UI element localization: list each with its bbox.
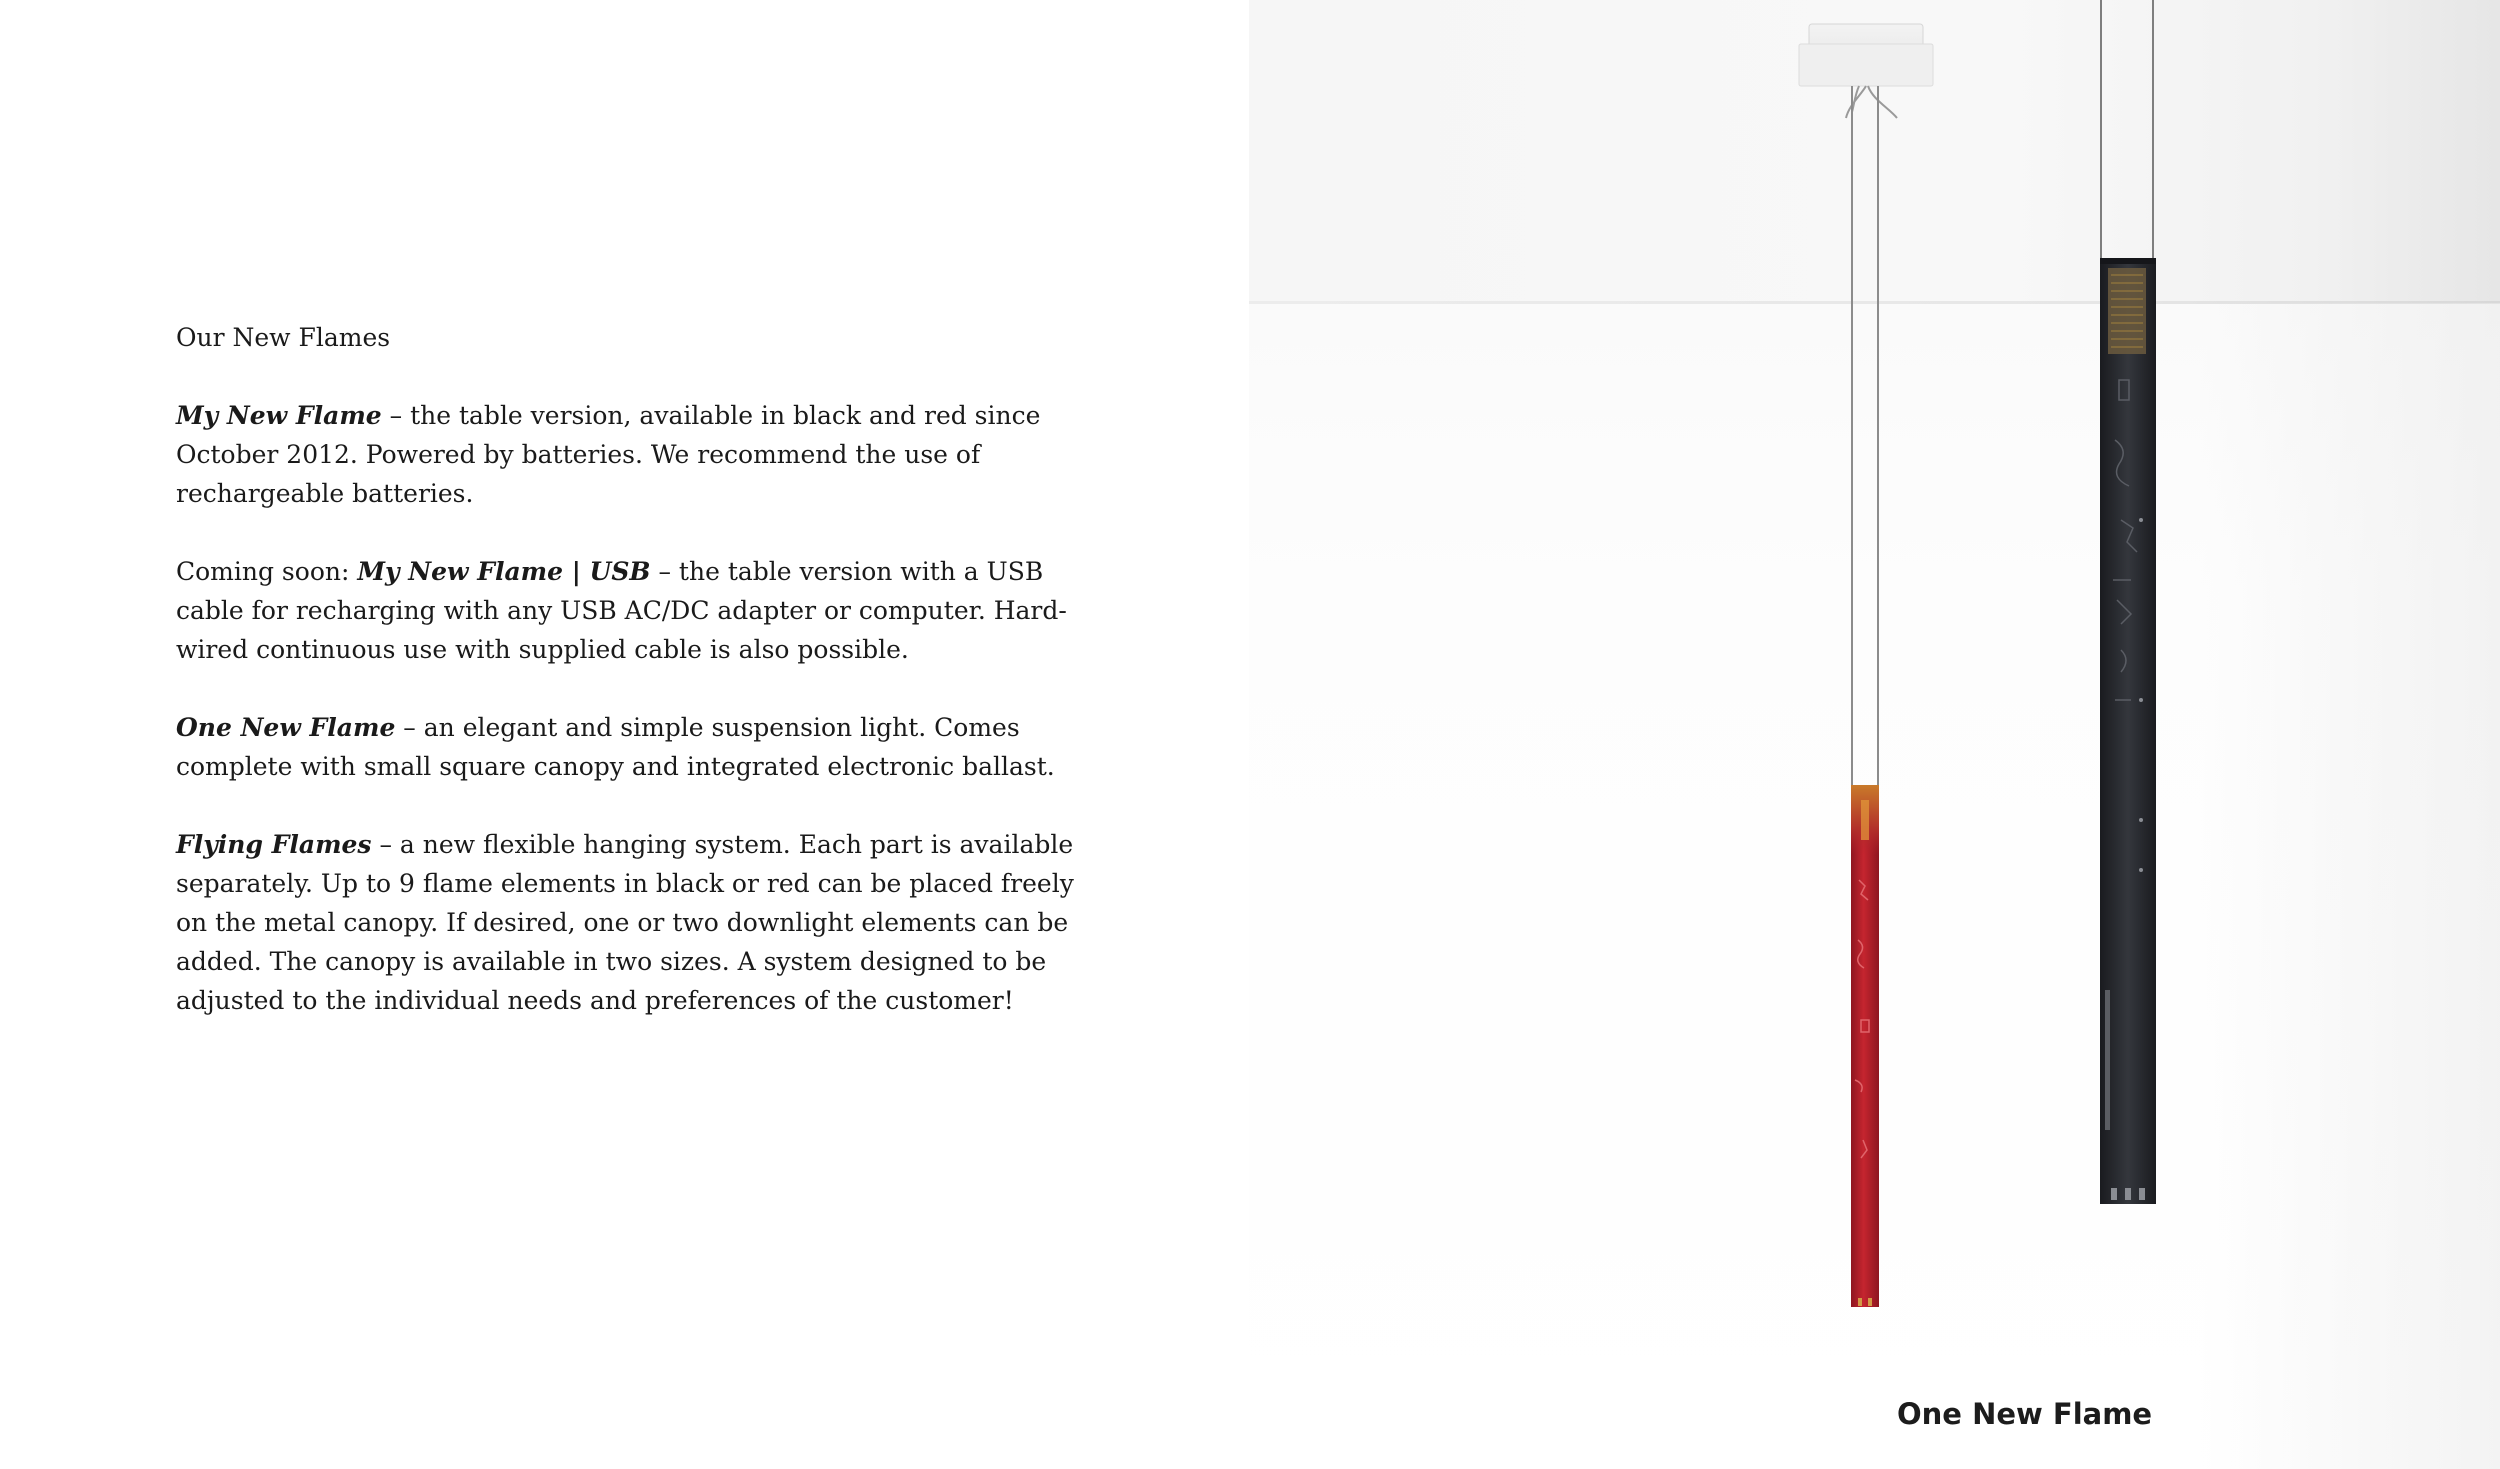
- section-heading: Our New Flames: [176, 323, 391, 352]
- product-paragraph-one-new-flame: [176, 708, 1096, 786]
- product-description: – an elegant and simple suspension light. Comes complete with small square canopy and integrated electronic ballast.: [176, 713, 1055, 781]
- product-name: Flying Flames: [176, 830, 372, 859]
- suspension-wires-red: [1852, 86, 1878, 786]
- suspension-wires-black: [2101, 0, 2153, 262]
- product-paragraph-my-new-flame: [176, 396, 1096, 513]
- product-text-column: [176, 318, 1096, 1059]
- product-description: – the table version, available in black and red since October 2012. Powered by batteries. We recommend the use of rechargeable batteries.: [176, 401, 1041, 508]
- product-prefix: Coming soon:: [176, 557, 358, 586]
- product-name: My New Flame | USB: [357, 557, 651, 586]
- product-photo: [1249, 0, 2500, 1469]
- product-name: My New Flame: [176, 401, 382, 430]
- product-paragraph-usb: [176, 552, 1096, 669]
- canopy: [1799, 24, 1933, 118]
- product-description: – the table version with a USB cable for recharging with any USB AC/DC adapter or computer. Hard-wired continuous use with supplied cable is also possible.: [176, 557, 1067, 664]
- black-flame-pendant: [2100, 258, 2156, 1204]
- product-description: – a new flexible hanging system. Each part is available separately. Up to 9 flame elements in black or red can be placed freely on the metal canopy. If desired, one or two downlight elements can be added. The canopy is available in two sizes. A system designed to be adjusted to the individual needs and preferences of the customer!: [176, 830, 1074, 1015]
- photo-caption: One New Flame: [1897, 1397, 2153, 1431]
- red-flame-pendant: [1851, 785, 1879, 1307]
- product-paragraph-flying-flames: [176, 825, 1096, 1020]
- product-name: One New Flame: [176, 713, 396, 742]
- pendant-lights-illustration: [1249, 0, 2500, 1469]
